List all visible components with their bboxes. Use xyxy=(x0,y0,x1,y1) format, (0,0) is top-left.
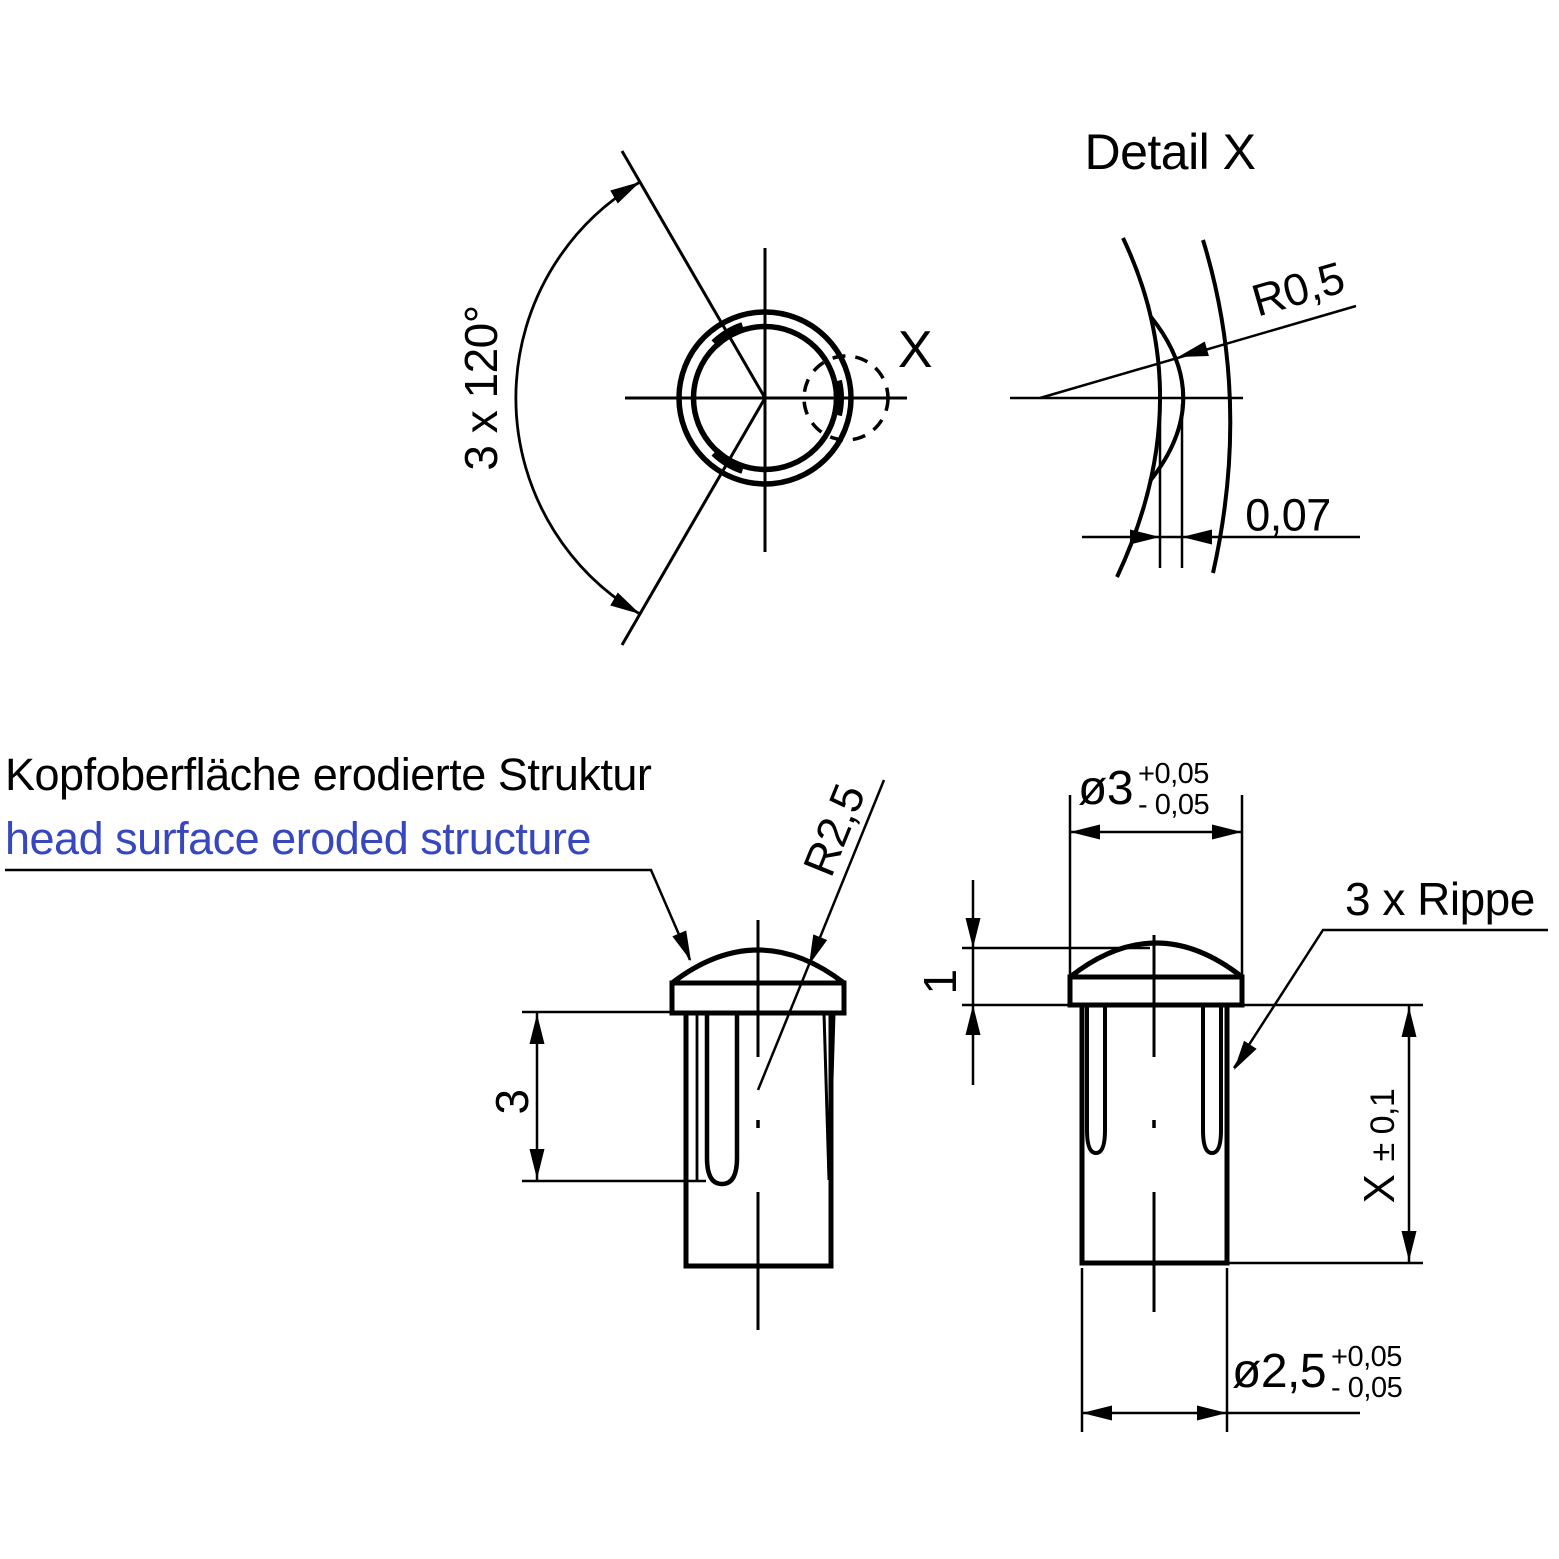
spring-slot xyxy=(1087,1005,1105,1153)
tolerance-minus: - 0,05 xyxy=(1138,789,1210,822)
head-height-label: 1 xyxy=(914,969,966,995)
arrowhead xyxy=(1212,825,1242,840)
arrowhead xyxy=(1402,1231,1417,1261)
detail-marker-label: X xyxy=(897,321,933,379)
arrowhead xyxy=(966,1005,981,1035)
shaft-diameter-value: ø2,5 xyxy=(1232,1345,1327,1398)
arrowhead xyxy=(1228,1041,1257,1074)
angle-dimension-arc xyxy=(516,182,640,614)
shaft-diameter-label xyxy=(1232,1341,1403,1405)
rib-axis-line xyxy=(622,151,765,398)
arrowhead xyxy=(530,1149,545,1179)
arrowhead xyxy=(530,1014,545,1044)
arrowhead xyxy=(672,930,698,963)
shaft-length-value: X xyxy=(1355,1174,1404,1204)
dome-radius-label: R2,5 xyxy=(792,777,876,883)
arrowhead xyxy=(1176,342,1209,365)
arrowhead xyxy=(966,918,981,948)
tolerance-plus: +0,05 xyxy=(1331,1341,1402,1373)
spring-slot xyxy=(707,1013,737,1184)
note-leader-line xyxy=(5,870,690,960)
tolerance-plus: +0,05 xyxy=(1138,758,1209,790)
head-diameter-label xyxy=(1078,758,1210,822)
rib-radius-label: R0,5 xyxy=(1246,251,1350,327)
rib-leader-line xyxy=(1234,930,1548,1068)
shaft-length-tolerance: ± 0,1 xyxy=(1364,1088,1402,1162)
top-view xyxy=(516,151,907,645)
rib-axis-line xyxy=(622,398,765,645)
rib-count-label: 3 x Rippe xyxy=(1345,873,1535,925)
head-diameter-value: ø3 xyxy=(1078,762,1134,815)
detail-view-title: Detail X xyxy=(1084,124,1256,180)
tolerance-minus: - 0,05 xyxy=(1331,1372,1403,1405)
rib-height-label: 0,07 xyxy=(1245,489,1331,541)
shaft-diameter-tolerance xyxy=(1331,1342,1402,1405)
arrowhead xyxy=(1082,1406,1112,1421)
spring-slot xyxy=(1203,1005,1221,1153)
head-flange xyxy=(1070,977,1242,1005)
shaft-length-label xyxy=(1355,1088,1404,1204)
head-surface-arc xyxy=(1203,240,1230,573)
arrowhead xyxy=(1197,1406,1227,1421)
arrowhead xyxy=(1402,1007,1417,1037)
shaft-surface-arc xyxy=(1117,238,1160,577)
arrowhead xyxy=(1182,530,1212,545)
angle-dimension-label: 3 x 120° xyxy=(455,305,507,471)
note-english: head surface eroded structure xyxy=(5,813,591,864)
note-german: Kopfoberfläche erodierte Struktur xyxy=(5,749,652,800)
head-diameter-tolerance xyxy=(1138,759,1209,822)
slot-depth-label: 3 xyxy=(486,1089,538,1115)
arrowhead xyxy=(1070,825,1100,840)
arrowhead xyxy=(1130,530,1160,545)
